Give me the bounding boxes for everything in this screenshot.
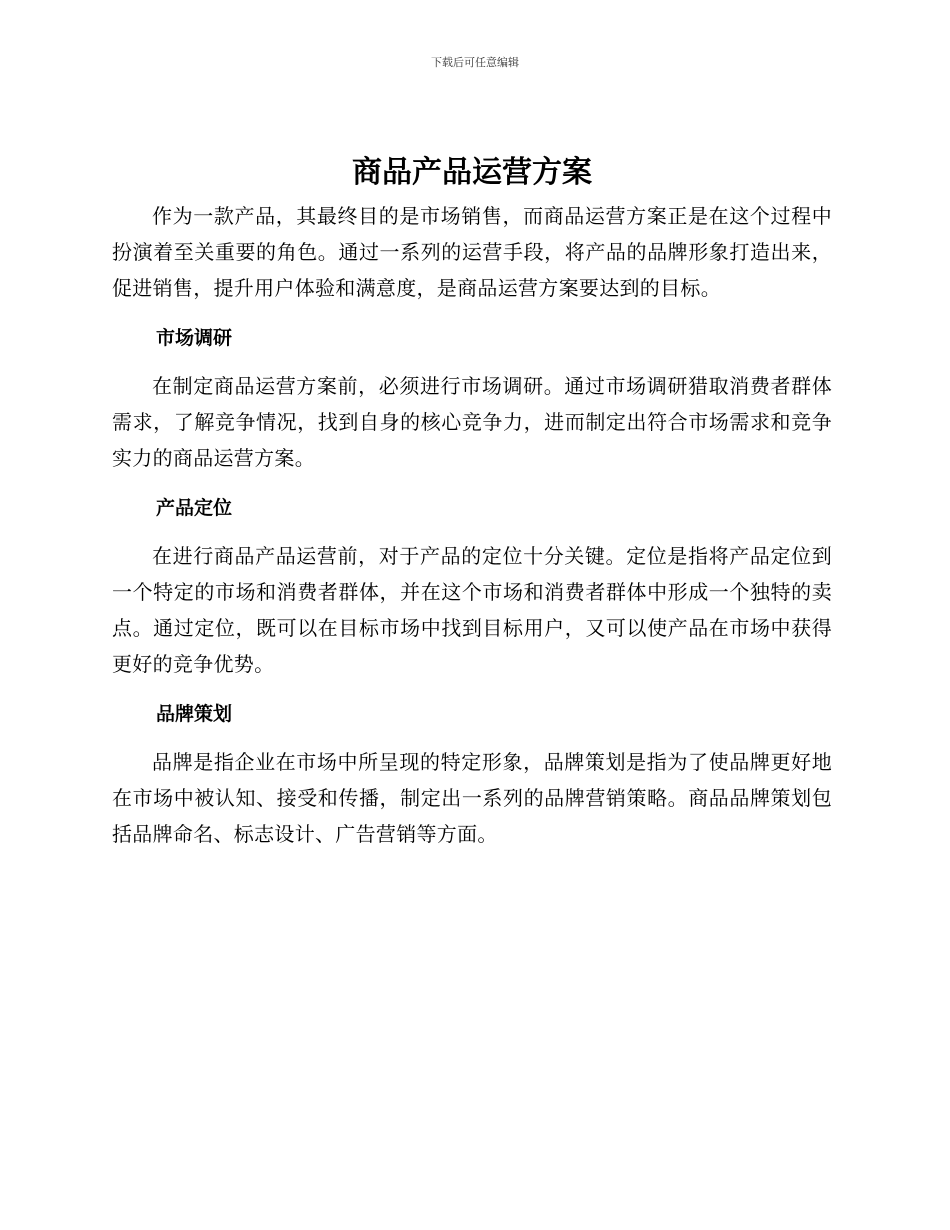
- page-header-note: 下载后可任意编辑: [431, 56, 519, 69]
- section-heading: 品牌策划: [156, 703, 233, 725]
- document-body: [112, 148, 832, 852]
- section-heading: 产品定位: [156, 497, 233, 519]
- section-heading: 市场调研: [156, 327, 233, 349]
- section-paragraph: 在制定商品运营方案前，必须进行市场调研。通过市场调研猎取消费者群体需求，了解竞争情况，找到自身的核心竞争力，进而制定出符合市场需求和竞争实力的商品运营方案。: [112, 374, 832, 470]
- section-paragraph: 在进行商品产品运营前，对于产品的定位十分关键。定位是指将产品定位到一个特定的市场和消费者群体，并在这个市场和消费者群体中形成一个独特的卖点。通过定位，既可以在目标市场中找到目标用户，又可以使产品在市场中获得更好的竞争优势。: [112, 544, 832, 676]
- intro-paragraph: 作为一款产品，其最终目的是市场销售，而商品运营方案正是在这个过程中扮演着至关重要的角色。通过一系列的运营手段，将产品的品牌形象打造出来，促进销售，提升用户体验和满意度，是商品运营方案要达到的目标。: [112, 204, 832, 300]
- section-market-research: [112, 320, 832, 476]
- section-brand-planning: [112, 696, 832, 852]
- section-paragraph: 品牌是指企业在市场中所呈现的特定形象，品牌策划是指为了使品牌更好地在市场中被认知、接受和传播，制定出一系列的品牌营销策略。商品品牌策划包括品牌命名、标志设计、广告营销等方面。: [112, 750, 832, 846]
- document-title: 商品产品运营方案: [352, 155, 592, 190]
- section-product-positioning: [112, 490, 832, 682]
